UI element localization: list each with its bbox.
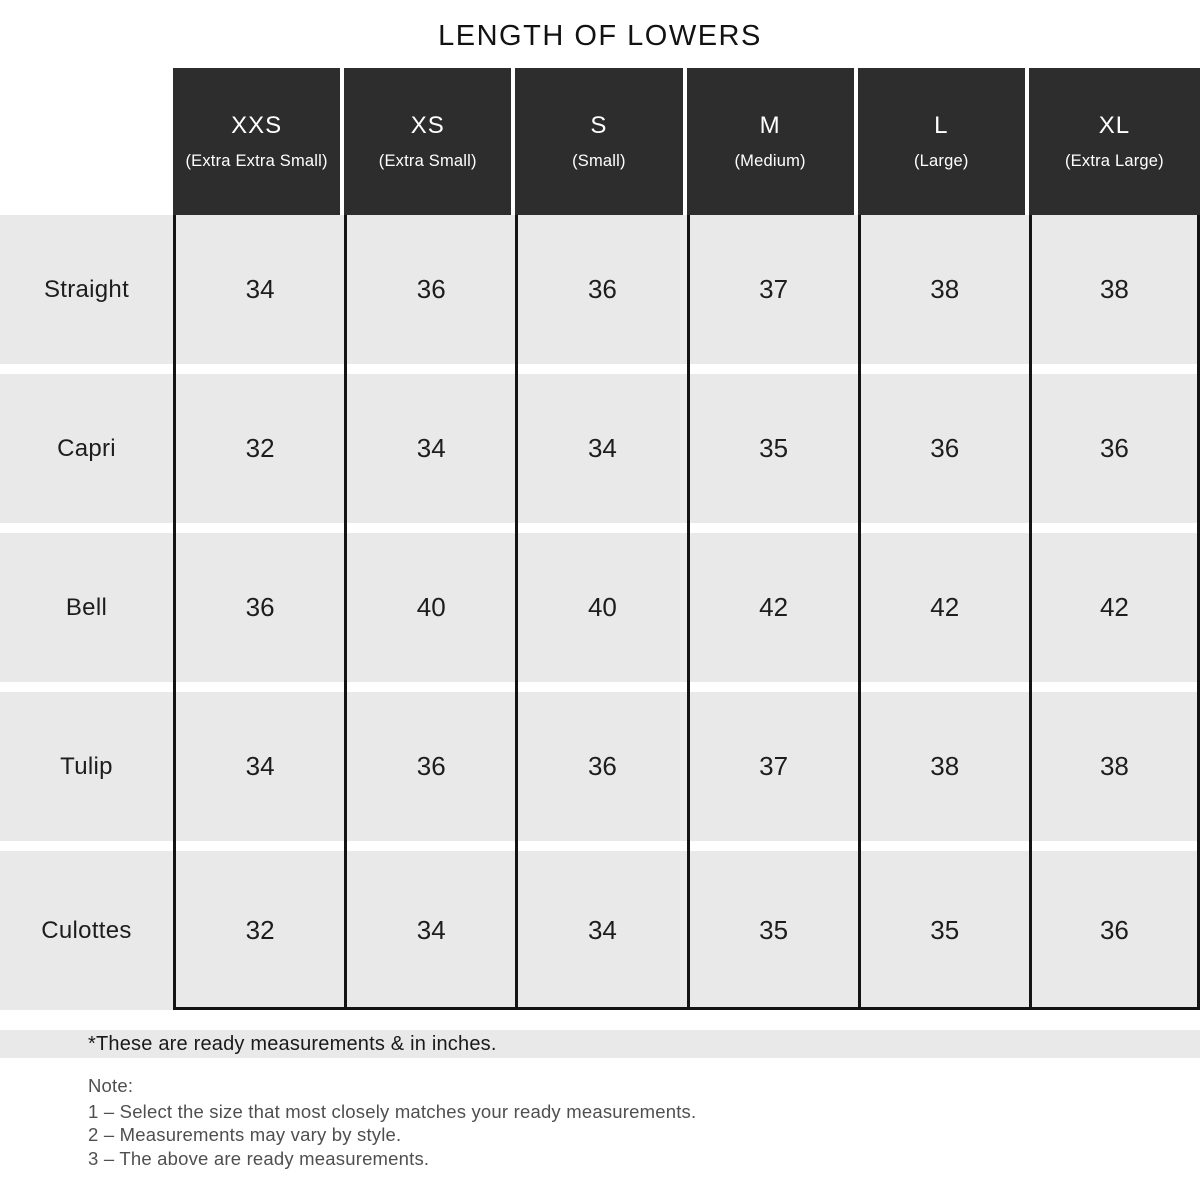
measurement-value: 36 [587, 274, 617, 304]
page-title: LENGTH OF LOWERS [438, 20, 762, 52]
size-table [0, 68, 1200, 1010]
cell-culottes-xl [1029, 851, 1200, 1010]
cell-straight-s [515, 215, 686, 374]
cell-bell-xs [344, 533, 515, 692]
row-label-fill [0, 215, 173, 364]
column-header-xl [1029, 68, 1200, 215]
row-label-fill [0, 533, 173, 682]
value-fill [518, 692, 686, 841]
measurement-value: 37 [759, 751, 789, 781]
measurement-value: 42 [930, 592, 960, 622]
cell-culottes-xxs [173, 851, 344, 1010]
measurement-value: 38 [930, 274, 960, 304]
measurement-value: 35 [759, 915, 789, 945]
measurement-value: 42 [759, 592, 789, 622]
size-sub-label: (Extra Large) [1064, 152, 1164, 170]
column-header-m [687, 68, 858, 215]
measurement-value: 34 [587, 915, 617, 945]
size-sub-label: (Large) [913, 152, 969, 170]
column-header-xxs [173, 68, 344, 215]
cell-culottes-xs [344, 851, 515, 1010]
row-label-capri [0, 374, 173, 533]
value-fill [347, 692, 515, 841]
row-label-fill [0, 374, 173, 523]
size-sub-label: (Extra Extra Small) [185, 152, 328, 170]
row-label-text: Tulip [60, 752, 113, 780]
column-header-s [515, 68, 686, 215]
value-fill [176, 533, 344, 682]
value-fill [518, 215, 686, 364]
cell-tulip-xs [344, 692, 515, 851]
measurement-value: 38 [930, 751, 960, 781]
size-code: L [934, 112, 949, 139]
footnote-text: *These are ready measurements & in inches. [88, 1032, 497, 1055]
note-item-2: 2 – Measurements may vary by style. [88, 1124, 402, 1145]
cell-straight-m [687, 215, 858, 374]
size-sub-label: (Medium) [734, 152, 806, 170]
value-fill [1032, 215, 1197, 364]
table-bottom-border [173, 1007, 1200, 1010]
note-block [88, 1074, 1200, 1170]
value-fill [861, 374, 1029, 523]
note-item-1: 1 – Select the size that most closely matches your ready measurements. [88, 1100, 697, 1122]
row-label-straight [0, 215, 173, 374]
cell-tulip-xl [1029, 692, 1200, 851]
note-item-3: 3 – The above are ready measurements. [88, 1147, 430, 1169]
measurement-value: 38 [1099, 751, 1129, 781]
row-label-bell [0, 533, 173, 692]
value-fill [347, 851, 515, 1010]
cell-capri-l [858, 374, 1029, 533]
cell-capri-xl [1029, 374, 1200, 533]
value-fill [690, 692, 858, 841]
measurement-value: 32 [245, 915, 275, 945]
size-code: XXS [231, 112, 283, 139]
cell-tulip-xxs [173, 692, 344, 851]
table-corner-spacer [0, 68, 173, 215]
value-fill [690, 533, 858, 682]
row-label-text: Capri [57, 434, 116, 462]
value-fill [176, 215, 344, 364]
cell-bell-xxs [173, 533, 344, 692]
cell-culottes-l [858, 851, 1029, 1010]
cell-straight-xl [1029, 215, 1200, 374]
row-label-text: Culottes [41, 916, 132, 944]
cell-culottes-m [687, 851, 858, 1010]
cell-culottes-s [515, 851, 686, 1010]
row-label-tulip [0, 692, 173, 851]
measurement-value: 36 [930, 433, 960, 463]
value-fill [347, 215, 515, 364]
measurement-value: 34 [245, 751, 275, 781]
column-header-xs [344, 68, 515, 215]
measurement-value: 34 [245, 274, 275, 304]
value-fill [861, 215, 1029, 364]
value-fill [1032, 533, 1197, 682]
measurement-value: 36 [245, 592, 275, 622]
cell-capri-xxs [173, 374, 344, 533]
size-sub-label: (Extra Small) [378, 152, 477, 170]
measurement-value: 36 [416, 751, 446, 781]
cell-tulip-m [687, 692, 858, 851]
value-fill [690, 215, 858, 364]
value-fill [861, 692, 1029, 841]
measurement-value: 35 [930, 915, 960, 945]
measurement-value: 36 [587, 751, 617, 781]
size-code: XL [1098, 112, 1131, 139]
value-fill [1032, 851, 1197, 1010]
row-label-text: Straight [43, 275, 130, 303]
value-fill [518, 851, 686, 1010]
value-fill [176, 374, 344, 523]
measurement-value: 36 [1099, 915, 1129, 945]
value-fill [518, 374, 686, 523]
cell-straight-l [858, 215, 1029, 374]
measurement-value: 34 [416, 433, 446, 463]
size-code: S [590, 112, 608, 139]
column-header-l [858, 68, 1029, 215]
measurement-value: 38 [1099, 274, 1129, 304]
value-fill [518, 533, 686, 682]
row-label-text: Bell [65, 593, 108, 621]
value-fill [690, 851, 858, 1010]
cell-straight-xs [344, 215, 515, 374]
cell-tulip-l [858, 692, 1029, 851]
size-code: XS [410, 112, 445, 139]
cell-capri-s [515, 374, 686, 533]
cell-bell-l [858, 533, 1029, 692]
value-fill [347, 533, 515, 682]
value-fill [1032, 692, 1197, 841]
cell-bell-xl [1029, 533, 1200, 692]
measurement-value: 36 [1099, 433, 1129, 463]
value-fill [861, 851, 1029, 1010]
cell-straight-xxs [173, 215, 344, 374]
value-fill [347, 374, 515, 523]
cell-capri-m [687, 374, 858, 533]
value-fill [690, 374, 858, 523]
measurement-value: 36 [416, 274, 446, 304]
row-label-fill [0, 851, 173, 1010]
size-code: M [759, 112, 781, 139]
cell-bell-s [515, 533, 686, 692]
note-heading: Note: [88, 1075, 134, 1096]
measurement-value: 34 [587, 433, 617, 463]
measurement-value: 42 [1099, 592, 1129, 622]
row-label-fill [0, 692, 173, 841]
cell-capri-xs [344, 374, 515, 533]
measurement-value: 34 [416, 915, 446, 945]
value-fill [861, 533, 1029, 682]
row-label-culottes [0, 851, 173, 1010]
measurement-value: 35 [759, 433, 789, 463]
cell-tulip-s [515, 692, 686, 851]
value-fill [176, 851, 344, 1010]
measurement-value: 40 [587, 592, 617, 622]
value-fill [1032, 374, 1197, 523]
value-fill [176, 692, 344, 841]
measurement-value: 40 [416, 592, 446, 622]
footnote-bar [0, 1030, 1200, 1058]
measurement-value: 32 [245, 433, 275, 463]
cell-bell-m [687, 533, 858, 692]
size-sub-label: (Small) [572, 152, 626, 170]
measurement-value: 37 [759, 274, 789, 304]
